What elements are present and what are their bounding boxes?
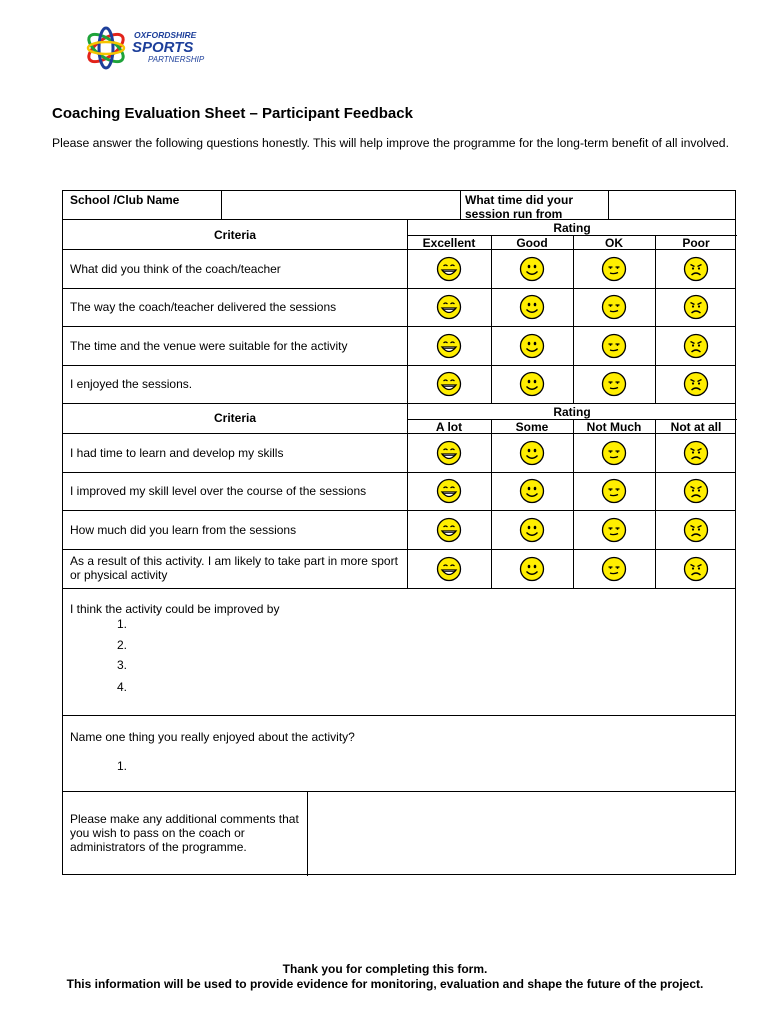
logo-line2: SPORTS (132, 39, 194, 56)
criteria-heading-1: Criteria (213, 228, 257, 242)
rating-not-much-face-icon[interactable] (601, 517, 627, 543)
criterion-time-venue: The time and the venue were suitable for the activity (70, 339, 348, 353)
criterion-learn-develop: I had time to learn and develop my skills (70, 446, 284, 460)
col-poor: Poor (682, 236, 710, 250)
rating-excellent-face-icon[interactable] (436, 333, 462, 359)
rating-not-at-all-face-icon[interactable] (683, 478, 709, 504)
intro-text: Please answer the following questions honestly. This will help improve the programme for the long-term benefit of all involved. (52, 136, 729, 150)
rating-some-face-icon[interactable] (519, 478, 545, 504)
school-club-field[interactable] (223, 192, 459, 218)
rating-ok-face-icon[interactable] (601, 294, 627, 320)
criterion-take-part: As a result of this activity. I am likely to take part in more sport or physical activity (70, 554, 398, 582)
school-club-label: School /Club Name (70, 193, 180, 207)
rating-some-face-icon[interactable] (519, 556, 545, 582)
rating-not-at-all-face-icon[interactable] (683, 556, 709, 582)
criterion-coach: What did you think of the coach/teacher (70, 262, 281, 276)
rating-poor-face-icon[interactable] (683, 294, 709, 320)
rating-a-lot-face-icon[interactable] (436, 478, 462, 504)
criterion-improved: I improved my skill level over the course of the sessions (70, 484, 367, 498)
session-time-label: What time did your session run from (465, 193, 573, 221)
rating-good-face-icon[interactable] (519, 256, 545, 282)
oxfordshire-sports-logo (82, 20, 222, 76)
improve-label: I think the activity could be improved by (70, 602, 280, 616)
rating-excellent-face-icon[interactable] (436, 256, 462, 282)
criterion-delivery: The way the coach/teacher delivered the sessions (70, 300, 337, 314)
rating-ok-face-icon[interactable] (601, 256, 627, 282)
rating-not-much-face-icon[interactable] (601, 556, 627, 582)
criteria-heading-2: Criteria (213, 411, 257, 425)
rating-excellent-face-icon[interactable] (436, 294, 462, 320)
rating-good-face-icon[interactable] (519, 294, 545, 320)
rating-heading-1: Rating (553, 221, 591, 235)
col-excellent: Excellent (422, 236, 476, 250)
col-ok: OK (605, 236, 623, 250)
logo-line3: PARTNERSHIP (148, 55, 205, 64)
col-not-much: Not Much (586, 420, 642, 434)
session-time-field[interactable] (610, 192, 735, 218)
footer-thanks: Thank you for completing this form. (282, 962, 488, 976)
col-not-at-all: Not at all (670, 420, 722, 434)
rating-some-face-icon[interactable] (519, 440, 545, 466)
rating-good-face-icon[interactable] (519, 333, 545, 359)
improve-item-2[interactable]: 2. (117, 638, 128, 652)
rating-not-much-face-icon[interactable] (601, 478, 627, 504)
criterion-learned: How much did you learn from the sessions (70, 523, 297, 537)
comments-field[interactable] (309, 793, 735, 875)
page-title: Coaching Evaluation Sheet – Participant Feedback (52, 105, 413, 122)
enjoyed-item-1[interactable]: 1. (117, 759, 128, 773)
rating-a-lot-face-icon[interactable] (436, 517, 462, 543)
col-a-lot: A lot (435, 420, 463, 434)
improve-item-1[interactable]: 1. (117, 617, 128, 631)
improve-item-3[interactable]: 3. (117, 658, 128, 672)
rating-some-face-icon[interactable] (519, 517, 545, 543)
footer (40, 962, 730, 991)
evaluation-form-table (62, 190, 736, 875)
criterion-enjoyed: I enjoyed the sessions. (70, 377, 193, 391)
rating-poor-face-icon[interactable] (683, 256, 709, 282)
comments-label: Please make any additional comments that you wish to pass on the coach or administrators of the programme. (70, 812, 299, 854)
rating-not-much-face-icon[interactable] (601, 440, 627, 466)
logo-line1: OXFORDSHIRE (134, 30, 197, 40)
enjoyed-label: Name one thing you really enjoyed about the activity? (70, 730, 355, 744)
rating-a-lot-face-icon[interactable] (436, 556, 462, 582)
logo-swoosh-icon (84, 28, 127, 68)
rating-ok-face-icon[interactable] (601, 333, 627, 359)
col-good: Good (516, 236, 548, 250)
rating-heading-2: Rating (553, 405, 591, 419)
rating-ok-face-icon[interactable] (601, 371, 627, 397)
rating-excellent-face-icon[interactable] (436, 371, 462, 397)
rating-good-face-icon[interactable] (519, 371, 545, 397)
rating-poor-face-icon[interactable] (683, 333, 709, 359)
rating-a-lot-face-icon[interactable] (436, 440, 462, 466)
improve-item-4[interactable]: 4. (117, 680, 128, 694)
footer-info: This information will be used to provide evidence for monitoring, evaluation and shape the future of the project. (66, 976, 704, 991)
col-some: Some (515, 420, 549, 434)
rating-not-at-all-face-icon[interactable] (683, 517, 709, 543)
rating-poor-face-icon[interactable] (683, 371, 709, 397)
rating-not-at-all-face-icon[interactable] (683, 440, 709, 466)
